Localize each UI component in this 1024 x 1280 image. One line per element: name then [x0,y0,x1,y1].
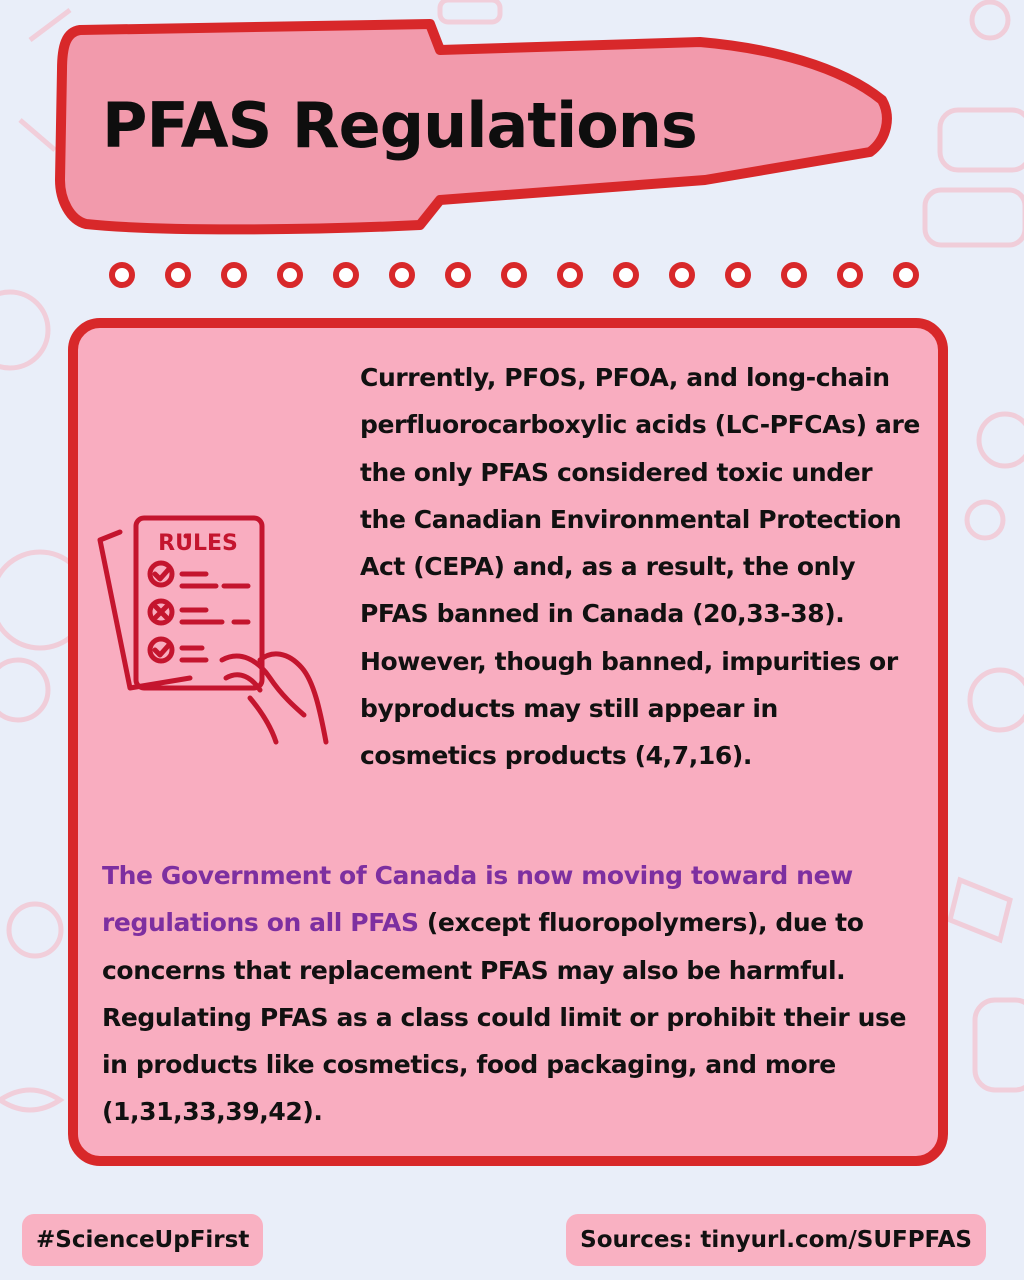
sources-link[interactable]: Sources: tinyurl.com/SUFPFAS [566,1214,986,1266]
highlighted-text: The Government of Canada is now moving toward new regulations on all PFAS [102,861,853,938]
cepa-paragraph: Currently, PFOS, PFOA, and long-chain perfluorocarboxylic acids (LC-PFCAs) are the only PFAS considered toxic under the Canadian Environmental Protection Act (CEPA) and, as a result, the only PFAS banned in Canada (20,33-38). However, though banned, impurities or byproducts may still appear in cosmetics products (4,7,16). [360,363,920,771]
regulations-paragraph [102,852,912,1136]
paragraph-continuation: (except fluoropolymers), due to concerns that replacement PFAS may also be harmful. Regulating PFAS as a class could limit or prohibit their use in products like cosmetics, food packaging, and more (1,31,33,39,42). [102,908,907,1127]
dotted-divider [106,260,926,290]
hashtag-badge: #ScienceUpFirst [22,1214,263,1266]
rules-clipboard-icon [90,510,340,750]
rules-label: RULES [158,531,238,556]
page-title: PFAS Regulations [102,89,697,162]
